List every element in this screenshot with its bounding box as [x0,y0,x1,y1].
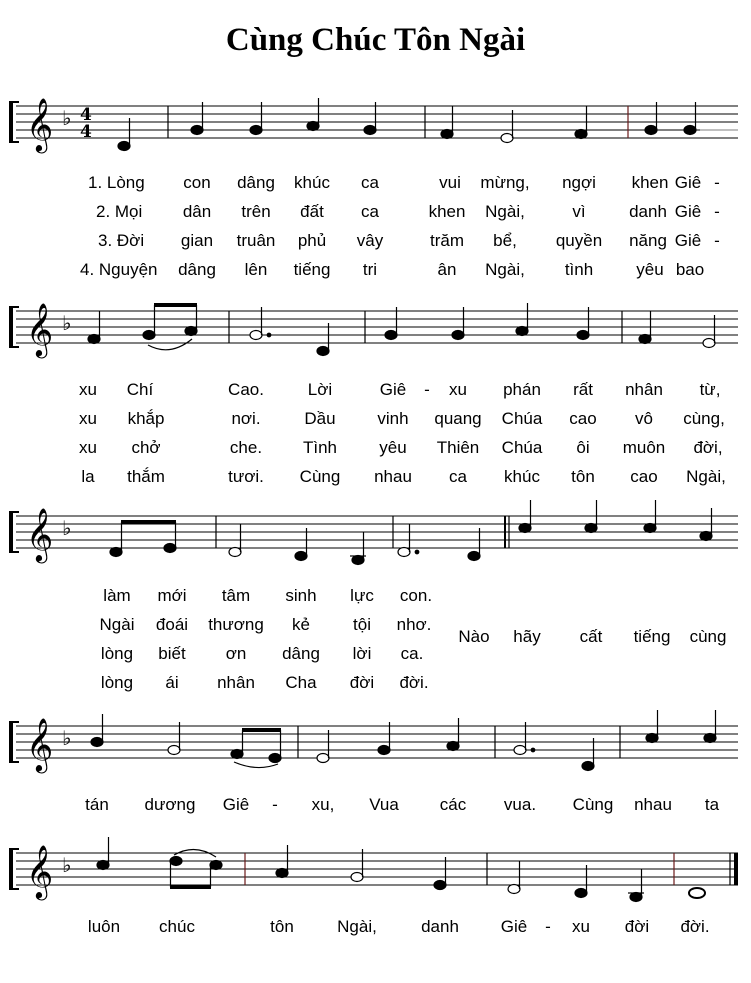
lyric: Cao. [228,380,264,399]
lyric: Ngài, [485,202,525,221]
lyric: dân [182,202,212,221]
lyric: lời [352,644,372,663]
note [210,861,222,870]
note [352,556,364,565]
lyric: thương [208,615,264,634]
lyric: ngợi [562,173,596,192]
lyric: che. [229,438,263,457]
flat-sign: ♭ [62,853,72,877]
note [170,857,182,866]
lyric: tiếng [293,260,331,279]
note [452,331,464,340]
lyric: la [81,467,95,486]
note [191,126,203,135]
lyric: ca [449,467,467,486]
treble-clef: 𝄞 [26,97,54,151]
lyric: Cùng [299,467,341,486]
refrain-lyric: danh [421,917,459,936]
lyric: nhơ. [396,615,432,634]
refrain-lyric: tán [85,795,109,814]
refrain-lyric: đời [624,917,650,936]
lyric: đất [300,202,324,221]
lyric: - [714,231,720,250]
note [317,347,329,356]
lyric: yêu [379,438,407,457]
lyric: phán [503,380,541,399]
note [645,126,657,135]
lyric: Ngài [99,615,135,634]
lyric: xu [449,380,467,399]
lyric: lên [244,260,268,279]
lyric: lòng [100,673,134,692]
note [468,552,480,561]
lyric: Ngài, [485,260,525,279]
beam [121,520,176,524]
treble-clef: 𝄞 [26,844,54,898]
lyric: đời, [693,438,723,457]
lyric: thắm [127,467,165,486]
lyric: Dầu [304,409,336,428]
lyric: đời [349,673,375,692]
note [307,122,319,131]
lyric: Giê [379,380,407,399]
refrain-lyric: hãy [513,627,541,646]
lyric: Giê [674,173,702,192]
staff-system-5 [0,844,751,907]
lyric: vì [572,202,586,221]
note [585,524,597,533]
lyric: cao [630,467,658,486]
lyric: xu [79,380,97,399]
lyric: biết [158,644,186,663]
refrain-lyric: ta [704,795,720,814]
refrain-lyric: Cùng [572,795,614,814]
lyric: ân [437,260,457,279]
note [514,746,526,755]
lyric: yêu [636,260,664,279]
time-signature-bottom: 4 [80,122,92,142]
lyric: 4. Nguyện [80,260,158,279]
lyric: mừng, [480,173,530,192]
refrain-lyric: dương [144,795,196,814]
lyric: khúc [294,173,330,192]
refrain-lyric: cất [579,627,603,646]
flat-sign: ♭ [62,516,72,540]
lyric: - [714,173,720,192]
staff-system-3 [0,507,751,570]
flat-sign: ♭ [62,311,72,335]
lyric: chở [131,438,161,457]
note [639,335,651,344]
lyric: danh [629,202,667,221]
note [441,130,453,139]
note [164,544,176,553]
beam [242,728,281,732]
lyric: dâng [178,260,216,279]
lyric: tôn [571,467,595,486]
note [575,130,587,139]
note [364,126,376,135]
lyric: xu [79,438,97,457]
note [630,893,642,902]
note [250,126,262,135]
note [118,142,130,151]
note [110,548,122,557]
lyric: 2. Mọi [96,202,143,221]
lyric: nhân [217,673,255,692]
note [398,548,410,557]
lyric: rất [573,380,593,399]
refrain-lyric: đời. [680,917,710,936]
lyric: truân [236,231,276,250]
note [295,552,307,561]
lyric: Chúa [501,409,543,428]
refrain-lyric: - [545,917,551,936]
lyric: trăm [430,231,464,250]
note [276,869,288,878]
lyric: ca [361,202,379,221]
note [582,762,594,771]
note [646,734,658,743]
refrain-lyric: nhau [634,795,672,814]
lyric: bể, [493,231,517,250]
refrain-lyric: Giê [222,795,250,814]
lyric: trên [241,202,271,221]
lyric: năng [629,231,667,250]
refrain-lyric: tôn [270,917,294,936]
lyric: Chí [126,380,154,399]
lyric: tâm [221,586,251,605]
lyric: Lời [307,380,333,399]
treble-clef: 𝄞 [26,507,54,561]
lyric: ái [165,673,179,692]
lyric: quyền [555,231,603,250]
note [91,738,103,747]
lyric: vây [356,231,384,250]
lyric: Chúa [501,438,543,457]
lyric: nhân [625,380,663,399]
lyric: khen [631,173,669,192]
lyric: ôi [576,438,590,457]
note [501,134,513,143]
note [516,327,528,336]
lyric: 1. Lòng [88,173,145,192]
slur [234,762,278,768]
lyric: Cha [285,673,317,692]
lyric: khúc [504,467,540,486]
note [97,861,109,870]
lyric: lực [350,586,374,605]
lyric: bao [675,260,705,279]
note [704,734,716,743]
refrain-lyric: vua. [503,795,537,814]
refrain-lyric: các [439,795,467,814]
lyric: vui [439,173,461,192]
flat-sign: ♭ [62,106,72,130]
lyric: 3. Đời [98,231,145,250]
note [385,331,397,340]
lyric: khắp [127,409,165,428]
note [250,331,262,340]
lyric: khen [428,202,466,221]
lyric: dâng [237,173,275,192]
lyric: Thiên [436,438,480,457]
lyric: muôn [622,438,666,457]
treble-clef: 𝄞 [26,302,54,356]
lyric: dâng [282,644,320,663]
lyric: ca. [400,644,424,663]
refrain-lyric: cùng [689,627,727,646]
refrain-lyric: luôn [87,917,121,936]
staff-system-1 [0,97,751,160]
lyric: đoái [155,615,189,634]
note [700,532,712,541]
note [519,524,531,533]
note [644,524,656,533]
refrain-lyric: xu [572,917,590,936]
staff-system-2 [0,302,751,365]
note [168,746,180,755]
lyric: tươi. [228,467,264,486]
lyric: kẻ [292,615,310,634]
note [143,331,155,340]
time-signature-top: 4 [80,105,92,125]
whole-note [689,888,705,898]
lyric: làm [103,586,131,605]
note [351,873,363,882]
note [185,327,197,336]
lyric: cùng, [683,409,725,428]
lyric: Giê [674,202,702,221]
lyric: mới [157,586,187,605]
refrain-lyric: Ngài, [337,917,377,936]
lyric: nơi. [231,409,261,428]
lyric: cao [569,409,597,428]
refrain-lyric: chúc [159,917,195,936]
lyric: Giê [674,231,702,250]
note [577,331,589,340]
slur [148,339,192,350]
lyric: - [424,380,430,399]
note [447,742,459,751]
lyric: đời. [399,673,429,692]
lyric: tình [564,260,594,279]
lyric: vô [635,409,653,428]
lyric: lòng [100,644,134,663]
beam [154,303,197,307]
lyric: xu [79,409,97,428]
refrain-lyric: - [272,795,278,814]
lyric: ca [361,173,379,192]
lyric: con [183,173,211,192]
lyric: ơn [225,644,247,663]
lyric: - [714,202,720,221]
lyric: Tình [302,438,338,457]
note [231,750,243,759]
note [317,754,329,763]
staff-system-4 [0,717,751,780]
note [229,548,241,557]
lyric: tri [362,260,378,279]
lyric: gian [180,231,214,250]
note [434,881,446,890]
song-title: Cùng Chúc Tôn Ngài [225,22,526,58]
refrain-lyric: Vua [369,795,399,814]
lyric: vinh [377,409,409,428]
note [703,339,715,348]
lyric: sinh [285,586,317,605]
flat-sign: ♭ [62,726,72,750]
beam [170,885,211,889]
note [88,335,100,344]
lyric: phủ [297,231,327,250]
refrain-lyric: tiếng [633,627,671,646]
lyric: quang [434,409,482,428]
lyric: nhau [374,467,412,486]
lyric: Ngài, [686,467,726,486]
note [378,746,390,755]
treble-clef: 𝄞 [26,717,54,771]
lyric: tội [353,615,371,634]
note [575,889,587,898]
note [508,885,520,894]
lyric: con. [399,586,433,605]
refrain-lyric: Nào [458,627,490,646]
refrain-lyric: Giê [500,917,528,936]
refrain-lyric: xu, [311,795,335,814]
note [684,126,696,135]
lyric: từ, [699,380,721,399]
note [269,754,281,763]
